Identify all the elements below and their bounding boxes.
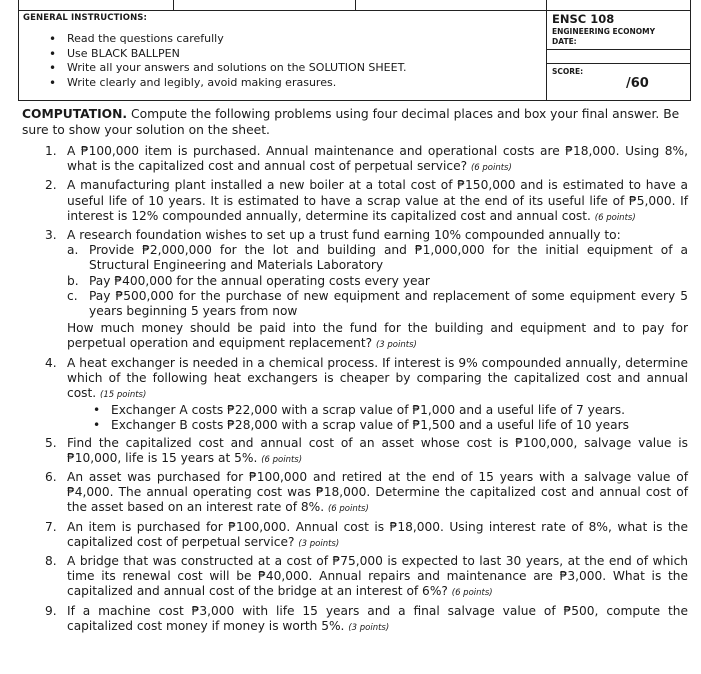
header-box bbox=[18, 10, 691, 101]
sub-text: Pay ₱400,000 for the annual operating costs every year bbox=[89, 273, 430, 288]
header-divider bbox=[546, 0, 547, 10]
problem-question bbox=[67, 321, 688, 353]
problem-number: 3. bbox=[45, 228, 57, 243]
problem-number: 2. bbox=[45, 178, 57, 193]
header-divider bbox=[173, 0, 174, 10]
problem-text: A ₱100,000 item is purchased. Annual maintenance and operational costs are ₱18,000. Using 8%, what is the capitalized cost and annual cost of perpetual service? bbox=[67, 144, 688, 174]
problem-2 bbox=[22, 178, 688, 226]
problem-text: An item is purchased for ₱100,000. Annual cost is ₱18,000. Using interest rate of 8%, what is the capitalized cost of perpetual service? bbox=[67, 519, 688, 549]
section-instructions: Compute the following problems using four decimal places and box your final answer. Be sure to show your solution on the sheet. bbox=[22, 107, 680, 137]
score-divider bbox=[547, 63, 690, 64]
problem-5 bbox=[22, 436, 688, 468]
section-intro bbox=[22, 107, 688, 138]
score-total: /60 bbox=[626, 76, 649, 91]
problem-points: (6 points) bbox=[327, 504, 369, 515]
problem-3 bbox=[22, 228, 688, 354]
problem-1 bbox=[22, 144, 688, 176]
problem-points: (15 points) bbox=[100, 390, 147, 401]
instruction-item: • Write clearly and legibly, avoid making erasures. bbox=[49, 76, 407, 91]
section-heading: COMPUTATION. bbox=[22, 107, 128, 121]
header-divider bbox=[355, 0, 356, 10]
problem-number: 9. bbox=[45, 603, 57, 618]
problem-number: 8. bbox=[45, 554, 57, 569]
problem-text: A heat exchanger is needed in a chemical process. If interest is 9% compounded annually, determine which of the following heat exchangers is cheaper by comparing the capitalized cost and annual cost. bbox=[67, 355, 688, 401]
instructions-list bbox=[49, 32, 407, 90]
sub-item bbox=[67, 243, 688, 273]
problem-sublist bbox=[67, 243, 688, 319]
problem-points: (6 points) bbox=[594, 212, 636, 223]
sub-text: Provide ₱2,000,000 for the lot and building and ₱1,000,000 for the initial equipment of a Structural Engineering and Materials Laboratory bbox=[89, 243, 688, 273]
problem-7 bbox=[22, 520, 688, 552]
problem-number: 4. bbox=[45, 355, 57, 370]
sub-item bbox=[67, 274, 688, 289]
bullet-item: • Exchanger B costs ₱28,000 with a scrap value of ₱1,500 and a useful life of 10 years bbox=[93, 418, 688, 433]
problem-8 bbox=[22, 554, 688, 602]
problem-tail: How much money should be paid into the fund for the building and equipment and to pay for perpetual operation and equipment replacement? bbox=[67, 321, 688, 351]
instruction-item: • Read the questions carefully bbox=[49, 32, 407, 47]
sub-letter: a. bbox=[67, 243, 79, 258]
problem-text: If a machine cost ₱3,000 with life 15 years and a final salvage value of ₱500, compute the capitalized cost money if money is worth 5%. bbox=[67, 603, 688, 633]
problem-number: 5. bbox=[45, 435, 57, 450]
problem-points: (6 points) bbox=[261, 454, 303, 465]
instruction-item: • Use BLACK BALLPEN bbox=[49, 47, 407, 62]
problem-6 bbox=[22, 470, 688, 518]
problem-points: (3 points) bbox=[298, 538, 340, 549]
course-code: ENSC 108 bbox=[552, 12, 615, 26]
problem-text: A manufacturing plant installed a new boiler at a total cost of ₱150,000 and is estimated to have a useful life of 10 years. It is estimated to have a scrap value at the end of its useful life of ₱5,000. If interest is 12% compounded annually, determine its capitalized cost and annual cost. bbox=[67, 178, 688, 223]
problem-text: An asset was purchased for ₱100,000 and retired at the end of 15 years with a salvage value of ₱4,000. The annual operating cost was ₱18,000. Determine the capitalized cost and annual cost of the asset based on an interest rate of 8%. bbox=[67, 470, 688, 515]
problem-points: (6 points) bbox=[470, 163, 512, 174]
problem-text: A bridge that was constructed at a cost of ₱75,000 is expected to last 30 years, at the end of which time its renewal cost will be ₱40,000. Annual repairs and maintenance are ₱3,000. What is the capitalized and annual cost of the bridge at an interest of 6%? bbox=[67, 554, 688, 599]
sub-item bbox=[67, 289, 688, 319]
problem-points: (3 points) bbox=[375, 340, 417, 351]
problem-points: (6 points) bbox=[451, 588, 493, 599]
sub-letter: c. bbox=[67, 288, 78, 303]
score-label: SCORE: bbox=[552, 67, 584, 76]
header-vertical-divider bbox=[546, 10, 547, 100]
sub-letter: b. bbox=[67, 273, 79, 288]
problem-number: 1. bbox=[45, 144, 57, 158]
problem-number: 6. bbox=[45, 470, 57, 485]
date-label: DATE: bbox=[552, 37, 577, 46]
problem-text: Find the capitalized cost and annual cost of an asset whose cost is ₱100,000, salvage value is ₱10,000, life is 15 years at 5%. bbox=[67, 435, 688, 465]
course-name: ENGINEERING ECONOMY bbox=[552, 27, 656, 36]
problem-bullets bbox=[67, 403, 688, 433]
problem-number: 7. bbox=[45, 519, 57, 534]
problem-4 bbox=[22, 356, 688, 434]
date-line bbox=[547, 49, 690, 50]
problem-list bbox=[22, 144, 688, 638]
problem-text: A research foundation wishes to set up a trust fund earning 10% compounded annually to: bbox=[67, 228, 621, 243]
problem-9 bbox=[22, 604, 688, 636]
instruction-item: • Write all your answers and solutions on the SOLUTION SHEET. bbox=[49, 61, 407, 76]
instructions-title: GENERAL INSTRUCTIONS: bbox=[23, 13, 148, 23]
sub-text: Pay ₱500,000 for the purchase of new equipment and replacement of some equipment every 5 years beginning 5 years from now bbox=[89, 288, 688, 319]
bullet-item: • Exchanger A costs ₱22,000 with a scrap value of ₱1,000 and a useful life of 7 years. bbox=[93, 403, 688, 418]
problem-points: (3 points) bbox=[348, 622, 390, 633]
